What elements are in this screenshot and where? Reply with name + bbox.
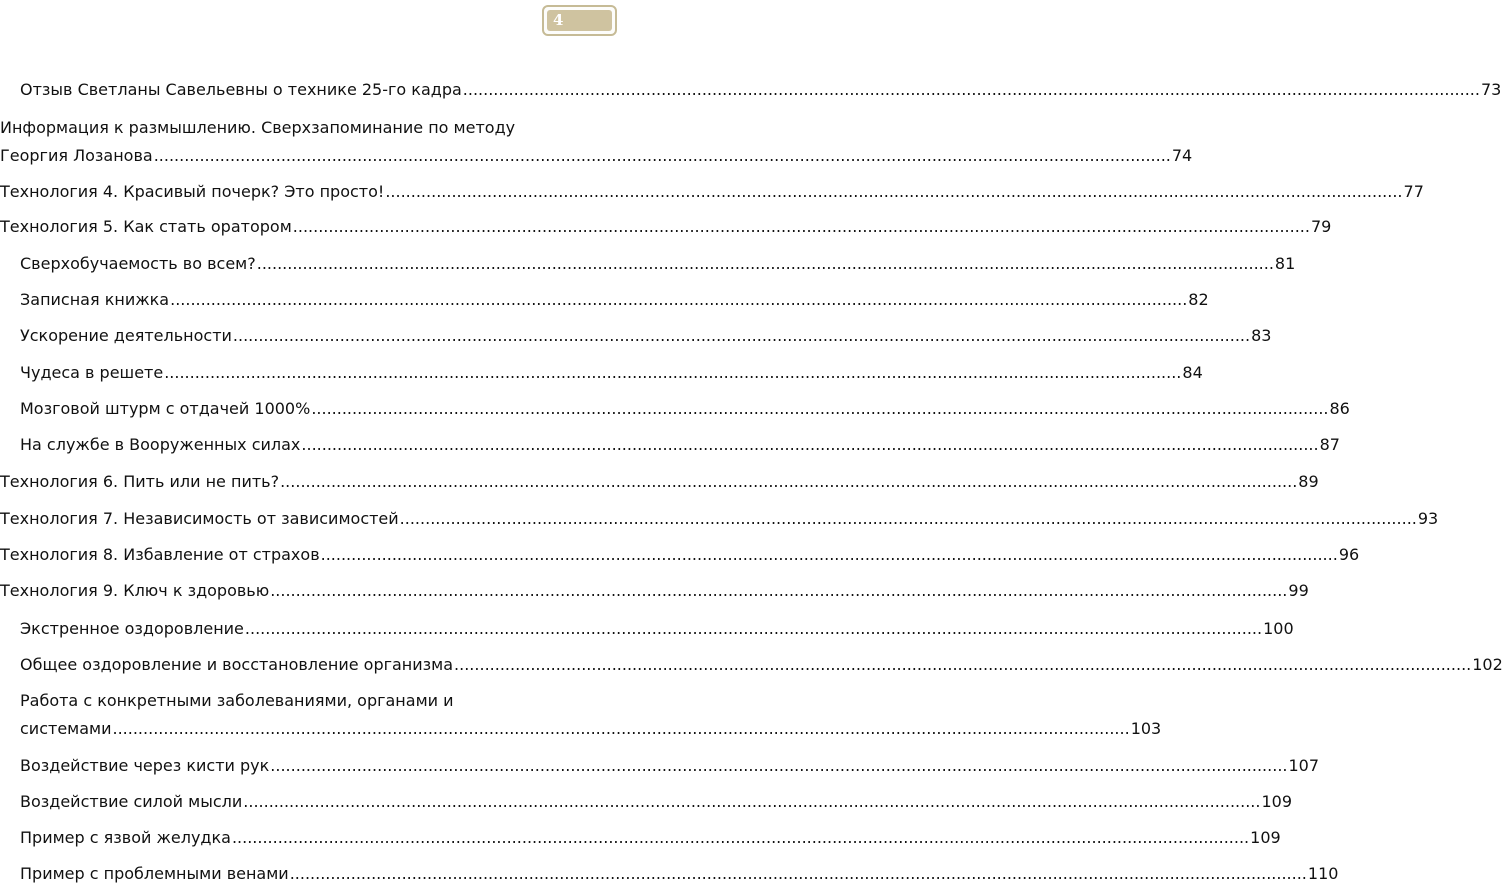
toc-entry[interactable]: [20, 791, 1293, 813]
toc-entry-page: 96: [1338, 545, 1360, 564]
toc-entry-title: На службе в Вооруженных силах: [20, 435, 301, 454]
toc-entry-page: 87: [1319, 435, 1340, 454]
toc-entry-title: Мозговой штурм с отдачей 1000%: [20, 399, 311, 418]
toc-entry-page: 89: [1298, 472, 1319, 491]
toc-entry[interactable]: [0, 471, 1319, 493]
toc-entry-title: Технология 7. Независимость от зависимостей: [0, 509, 399, 528]
toc-entry-title: Пример с проблемными венами: [20, 864, 289, 883]
toc-entry[interactable]: [0, 508, 1439, 530]
toc-entry-title: Отзыв Светланы Савельевны о технике 25-го кадра: [20, 80, 462, 99]
toc-leader: ........................................................................................................................................................................................................: [385, 182, 1403, 201]
toc-leader: ........................................................................................................................................................................................................: [112, 719, 1130, 738]
toc-entry-title: Общее оздоровление и восстановление организма: [20, 655, 454, 674]
toc-entry-title: Технология 9. Ключ к здоровью: [0, 581, 270, 600]
toc-leader: ........................................................................................................................................................................................................: [311, 399, 1329, 418]
toc-entry-title: Чудеса в решете: [20, 363, 164, 382]
page-number: 4: [553, 11, 564, 29]
toc-entry[interactable]: [20, 718, 1162, 740]
toc-entry-page: 103: [1130, 719, 1162, 738]
toc-entry-title: Георгия Лозанова: [0, 146, 153, 165]
toc-leader: ........................................................................................................................................................................................................: [164, 363, 1182, 382]
toc-entry-title: Технология 5. Как стать оратором: [0, 217, 292, 236]
toc-leader: ........................................................................................................................................................................................................: [170, 290, 1188, 309]
toc-entry-title: Пример с язвой желудка: [20, 828, 231, 847]
toc-entry-title: Технология 8. Избавление от страхов: [0, 545, 320, 564]
toc-leader: ........................................................................................................................................................................................................: [256, 254, 1274, 273]
toc-entry-title: системами: [20, 719, 112, 738]
toc-leader: ........................................................................................................................................................................................................: [289, 864, 1307, 883]
toc-entry-page: 86: [1329, 399, 1350, 418]
toc-entry[interactable]: [20, 362, 1203, 384]
toc-leader: ........................................................................................................................................................................................................: [270, 581, 1288, 600]
toc-entry[interactable]: [0, 181, 1424, 203]
toc-entry-title: Сверхобучаемость во всем?: [20, 254, 256, 273]
toc-entry[interactable]: [20, 618, 1294, 640]
toc-leader: ........................................................................................................................................................................................................: [244, 619, 1263, 638]
toc-leader: ........................................................................................................................................................................................................: [454, 655, 1472, 674]
toc-leader: ........................................................................................................................................................................................................: [232, 326, 1251, 345]
toc-entry[interactable]: [0, 145, 1193, 167]
toc-entry-page: 107: [1288, 756, 1320, 775]
toc-entry[interactable]: [20, 863, 1339, 885]
toc-entry[interactable]: [20, 827, 1281, 849]
toc-leader: ........................................................................................................................................................................................................: [399, 509, 1417, 528]
toc-entry-page: 110: [1307, 864, 1339, 883]
toc-entry-title: Воздействие силой мысли: [20, 792, 243, 811]
toc-entry[interactable]: [0, 580, 1309, 602]
toc-entry[interactable]: [20, 654, 1503, 676]
toc-leader: ........................................................................................................................................................................................................: [231, 828, 1250, 847]
toc-entry[interactable]: [20, 434, 1340, 456]
toc-entry[interactable]: [0, 216, 1332, 238]
toc-entry-title-line1: Работа с конкретными заболеваниями, органами и: [20, 691, 454, 710]
toc-leader: ........................................................................................................................................................................................................: [292, 217, 1310, 236]
toc-entry-title-line1: Информация к размышлению. Сверхзапоминание по методу: [0, 118, 516, 137]
toc-entry[interactable]: [20, 398, 1350, 420]
toc-entry-page: 99: [1288, 581, 1309, 600]
toc-entry-page: 79: [1310, 217, 1332, 236]
toc-entry[interactable]: [0, 544, 1360, 566]
toc-entry-title: Воздействие через кисти рук: [20, 756, 270, 775]
toc-entry-title: Технология 4. Красивый почерк? Это просто!: [0, 182, 385, 201]
toc-entry-title: Записная книжка: [20, 290, 170, 309]
toc-entry-page: 82: [1188, 290, 1209, 309]
toc-entry-page: 102: [1472, 655, 1503, 674]
page-number-badge: [542, 5, 617, 36]
toc-entry-title: Экстренное оздоровление: [20, 619, 244, 638]
toc-entry[interactable]: [20, 289, 1209, 311]
toc-entry[interactable]: [20, 755, 1320, 777]
toc-leader: ........................................................................................................................................................................................................: [270, 756, 1288, 775]
toc-leader: ........................................................................................................................................................................................................: [301, 435, 1319, 454]
toc-entry-title: Технология 6. Пить или не пить?: [0, 472, 280, 491]
toc-entry[interactable]: [20, 79, 1502, 101]
toc-entry-page: 73: [1480, 80, 1502, 99]
toc-entry[interactable]: [20, 253, 1296, 275]
toc-entry-page: 77: [1403, 182, 1424, 201]
toc-entry-page: 84: [1182, 363, 1203, 382]
toc-leader: ........................................................................................................................................................................................................: [243, 792, 1261, 811]
toc-entry-page: 81: [1274, 254, 1296, 273]
toc-entry-page: 109: [1250, 828, 1281, 847]
toc-entry-title: Ускорение деятельности: [20, 326, 232, 345]
toc-leader: ........................................................................................................................................................................................................: [153, 146, 1171, 165]
toc-entry-page: 100: [1263, 619, 1294, 638]
toc-leader: ........................................................................................................................................................................................................: [280, 472, 1298, 491]
toc-entry[interactable]: [20, 325, 1272, 347]
toc-entry-page: 109: [1261, 792, 1293, 811]
toc-entry-page: 93: [1417, 509, 1439, 528]
toc-entry-page: 83: [1251, 326, 1272, 345]
toc-leader: ........................................................................................................................................................................................................: [320, 545, 1338, 564]
toc-entry-page: 74: [1171, 146, 1193, 165]
toc-leader: ........................................................................................................................................................................................................: [462, 80, 1480, 99]
